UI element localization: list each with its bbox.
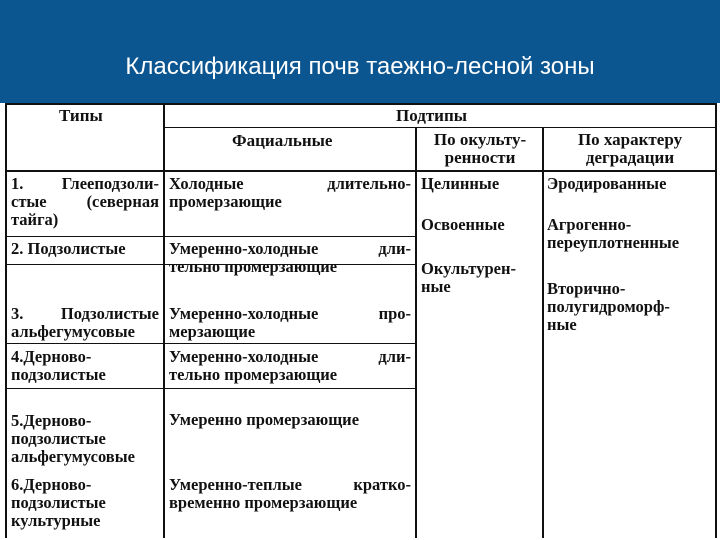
- column-divider-facial: [415, 127, 417, 538]
- type-cell: [11, 240, 159, 258]
- header-bottom-divider: [5, 170, 717, 172]
- degradation-cell: Эродированные: [547, 174, 667, 193]
- header-cultivation: [421, 131, 539, 167]
- facial-cell: [169, 476, 411, 512]
- row-divider: [5, 343, 417, 344]
- type-cell: [11, 305, 159, 341]
- facial-text-line: промерзающие: [169, 192, 282, 211]
- header-degradation: [549, 131, 711, 167]
- type-text-line: тайга): [11, 210, 59, 229]
- type-text-line: альфегумусовые: [11, 322, 135, 341]
- table-border-right: [715, 103, 717, 538]
- type-text-line: 6.Дерново-: [11, 475, 92, 494]
- facial-text-line: временно промерзающие: [169, 493, 358, 512]
- degradation-text-line: Вторично-: [547, 279, 626, 298]
- cultivation-cell: [421, 260, 516, 296]
- facial-text-line: тельно промерзающие: [169, 365, 338, 384]
- degradation-cell: [547, 280, 670, 334]
- row-divider: [5, 236, 417, 237]
- header-subtypes: Подтипы: [396, 106, 468, 125]
- header-cultivation-line: ренности: [444, 148, 516, 167]
- facial-cell: [169, 240, 411, 276]
- header-facial: Фациальные: [232, 131, 333, 150]
- type-text-line: культурные: [11, 511, 101, 530]
- facial-text-line: Холодные длительно-: [169, 174, 411, 193]
- degradation-cell: [547, 216, 679, 252]
- cultivation-cell: Целинные: [421, 174, 500, 193]
- facial-text-line: Умеренно-холодные дли-: [169, 239, 411, 258]
- type-text-line: альфегумусовые: [11, 447, 135, 466]
- column-divider-cultivation: [542, 127, 544, 538]
- type-text-line: 1. Глееподзоли-: [11, 174, 159, 193]
- type-text-line: стые (северная: [11, 192, 159, 211]
- type-cell: [11, 348, 159, 384]
- type-text-line: подзолистые: [11, 365, 106, 384]
- facial-text-line: Умеренно промерзающие: [169, 410, 360, 429]
- subtypes-header-divider: [163, 127, 717, 128]
- title-banner: [0, 0, 720, 103]
- facial-text-line: мерзающие: [169, 322, 256, 341]
- facial-cell: [169, 305, 411, 341]
- facial-cell: [169, 348, 411, 384]
- header-types: Типы: [59, 106, 103, 125]
- slide-title: Классификация почв таежно-лесной зоны: [125, 53, 595, 80]
- facial-text-line: Умеренно-теплые кратко-: [169, 475, 411, 494]
- type-text-line: 3. Подзолистые: [11, 304, 159, 323]
- cultivation-text-line: Окультурен-: [421, 259, 516, 278]
- facial-cell: [169, 411, 411, 429]
- cultivation-text-line: ные: [421, 277, 451, 296]
- facial-cell: [169, 175, 411, 211]
- facial-text-line: тельно промерзающие: [169, 257, 338, 276]
- header-cultivation-line: По окульту-: [433, 130, 527, 149]
- type-text-line: 2. Подзолистые: [11, 239, 126, 258]
- type-cell: [11, 412, 159, 466]
- facial-text-line: Умеренно-холодные дли-: [169, 347, 411, 366]
- header-degradation-line: деградации: [585, 148, 675, 167]
- table-border-top: [5, 103, 717, 105]
- row-divider: [5, 388, 417, 389]
- type-cell: [11, 175, 159, 229]
- facial-text-line: Умеренно-холодные про-: [169, 304, 411, 323]
- table-border-left: [5, 103, 7, 538]
- classification-table: [5, 103, 718, 538]
- degradation-text-line: ные: [547, 315, 577, 334]
- cultivation-cell: Освоенные: [421, 215, 505, 234]
- type-text-line: 4.Дерново-: [11, 347, 92, 366]
- degradation-text-line: переуплотненные: [547, 233, 680, 252]
- header-degradation-line: По характеру: [577, 130, 683, 149]
- degradation-text-line: Агрогенно-: [547, 215, 632, 234]
- type-text-line: подзолистые: [11, 493, 106, 512]
- type-cell: [11, 476, 159, 530]
- type-text-line: подзолистые: [11, 429, 106, 448]
- degradation-text-line: полугидроморф-: [547, 297, 670, 316]
- type-text-line: 5.Дерново-: [11, 411, 92, 430]
- column-divider-types: [163, 103, 165, 538]
